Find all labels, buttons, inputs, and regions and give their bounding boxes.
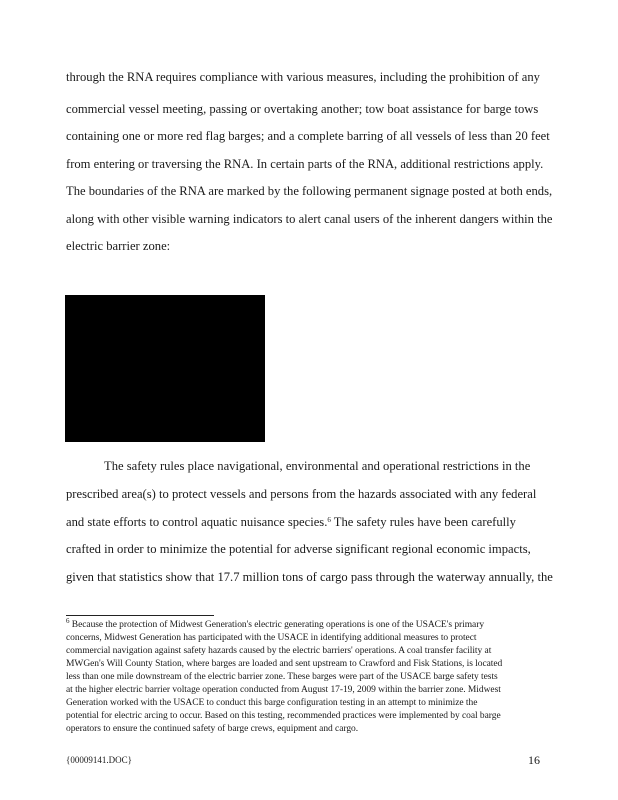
body-line: electric barrier zone: — [66, 239, 171, 253]
body-line: The safety rules place navigational, environmental and operational restrictions in the — [104, 459, 531, 473]
body-text: The safety rules have been carefully — [330, 515, 516, 529]
body-line: from entering or traversing the RNA. In certain parts of the RNA, additional restrictions apply. — [66, 157, 544, 171]
body-line: along with other visible warning indicators to alert canal users of the inherent dangers within the — [66, 212, 553, 226]
footnote-separator — [66, 615, 214, 616]
page-number: 16 — [528, 753, 540, 767]
signage-image — [65, 295, 265, 442]
footnote-line: less than one mile downstream of the electric barrier zone. These barges were part of the USACE barge safety tests — [66, 672, 498, 682]
body-line: given that statistics show that 17.7 million tons of cargo pass through the waterway annually, the — [66, 570, 553, 584]
body-text: and state efforts to control aquatic nuisance species. — [66, 515, 328, 529]
body-line: commercial vessel meeting, passing or overtaking another; tow boat assistance for barge tows — [66, 102, 539, 116]
body-line: crafted in order to minimize the potential for adverse significant regional economic impacts, — [66, 542, 531, 556]
footnote-line — [66, 617, 485, 631]
body-line: containing one or more red flag barges; and a complete barring of all vessels of less than 20 feet — [66, 129, 550, 143]
footnote-line: commercial navigation against safety hazards caused by the electric barriers' operations. A coal transfer facility at — [66, 646, 492, 656]
footnote-marker: 6 — [66, 617, 70, 625]
footnote-text: Because the protection of Midwest Generation's electric generating operations is one of the USACE's primary — [69, 620, 485, 630]
body-line: prescribed area(s) to protect vessels and persons from the hazards associated with any federal — [66, 487, 537, 501]
footnote-line: concerns, Midwest Generation has participated with the USACE in identifying additional measures to protect — [66, 633, 477, 643]
body-line: The boundaries of the RNA are marked by the following permanent signage posted at both ends, — [66, 184, 553, 198]
footnote-line: Generation worked with the USACE to conduct this barge configuration testing in an attempt to minimize the — [66, 698, 478, 708]
body-line — [66, 514, 516, 530]
footnote-line: potential for electric arcing to occur. Based on this testing, recommended practices were implemented by coal barge — [66, 711, 501, 721]
document-id: {00009141.DOC} — [66, 755, 132, 765]
footnote-line: at the higher electric barrier voltage operation conducted from August 17-19, 2009 within the barrier zone. Midwest — [66, 685, 501, 695]
footnote-line: operators to ensure the continued safety of barge crews, equipment and cargo. — [66, 724, 359, 734]
footnote-reference[interactable]: 6 — [327, 516, 331, 524]
footnote-line: MWGen's Will County Station, where barges are loaded and sent upstream to Crawford and Fisk Stations, is located — [66, 659, 503, 669]
body-line: through the RNA requires compliance with various measures, including the prohibition of any — [66, 70, 540, 84]
